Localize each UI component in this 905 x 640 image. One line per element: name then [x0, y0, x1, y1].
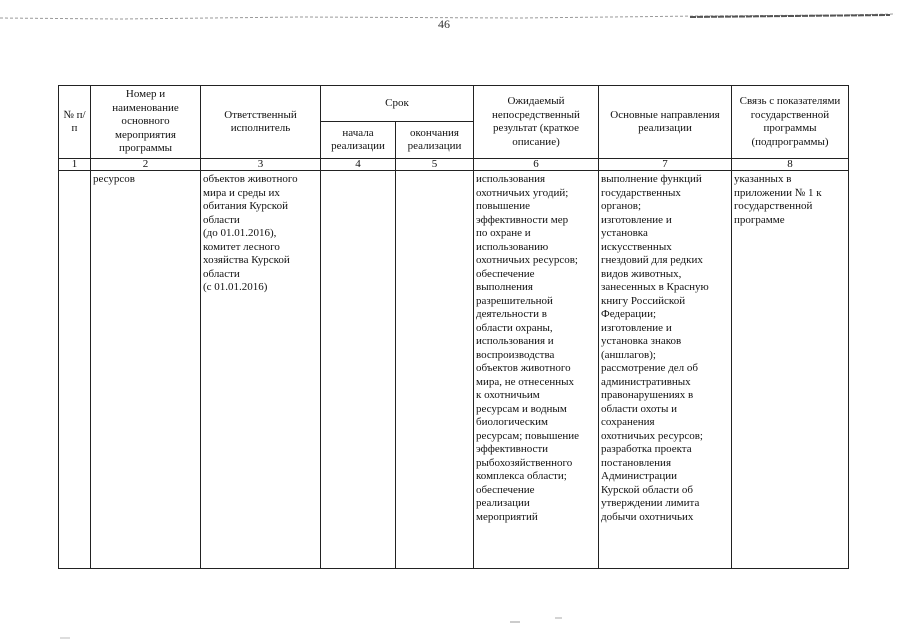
row-result: использования охотничьих угодий; повышение эффективности мер по охране и использованию охотничьих ресурсов; обеспечение выполнения разрешительной деятельности в области охраны, использования и воспроизводства объектов животного мира, не отнесенных к охотничьим ресурсам и водным биологическим ресурсам; повышение эффективности рыбохозяйственного комплекса области; обеспечение реализации мероприятий [474, 171, 599, 569]
column-number: 6 [474, 159, 599, 171]
header-name: Номер и наименование основного мероприятия программы [91, 86, 201, 159]
header-link: Связь с показателями государственной программы (подпрограммы) [732, 86, 849, 159]
header-term-end: окончания реализации [396, 122, 474, 159]
row-link: указанных в приложении № 1 к государственной программе [732, 171, 849, 569]
row-end [396, 171, 474, 569]
row-directions: выполнение функций государственных органов; изготовление и установка искусственных гнездовий для редких видов животных, занесенных в Красную книгу Российской Федерации; изготовление и установка знаков (аншлагов); рассмотрение дел об административных правонарушениях в области охоты и сохранения охотничьих ресурсов; разработка проекта постановления Администрации Курской области об утверждении лимита добычи охотничьих [599, 171, 732, 569]
column-number: 8 [732, 159, 849, 171]
header-result: Ожидаемый непосредственный результат (краткое описание) [474, 86, 599, 159]
header-directions: Основные направления реализации [599, 86, 732, 159]
header-num: № п/п [59, 86, 91, 159]
column-number: 3 [201, 159, 321, 171]
column-number: 2 [91, 159, 201, 171]
column-number: 4 [321, 159, 396, 171]
column-number: 1 [59, 159, 91, 171]
row-responsible: объектов животного мира и среды их обитания Курской области (до 01.01.2016), комитет лесного хозяйства Курской области (с 01.01.2016) [201, 171, 321, 569]
row-start [321, 171, 396, 569]
header-term: Срок [321, 86, 474, 122]
scan-artifact-bottom [0, 600, 905, 640]
row-num [59, 171, 91, 569]
activities-table [58, 85, 849, 569]
page-number: 46 [438, 17, 450, 31]
header-responsible: Ответственный исполнитель [201, 86, 321, 159]
header-term-start: начала реализации [321, 122, 396, 159]
column-number: 7 [599, 159, 732, 171]
row-name: ресурсов [91, 171, 201, 569]
column-number: 5 [396, 159, 474, 171]
scan-artifact-top [0, 10, 905, 24]
